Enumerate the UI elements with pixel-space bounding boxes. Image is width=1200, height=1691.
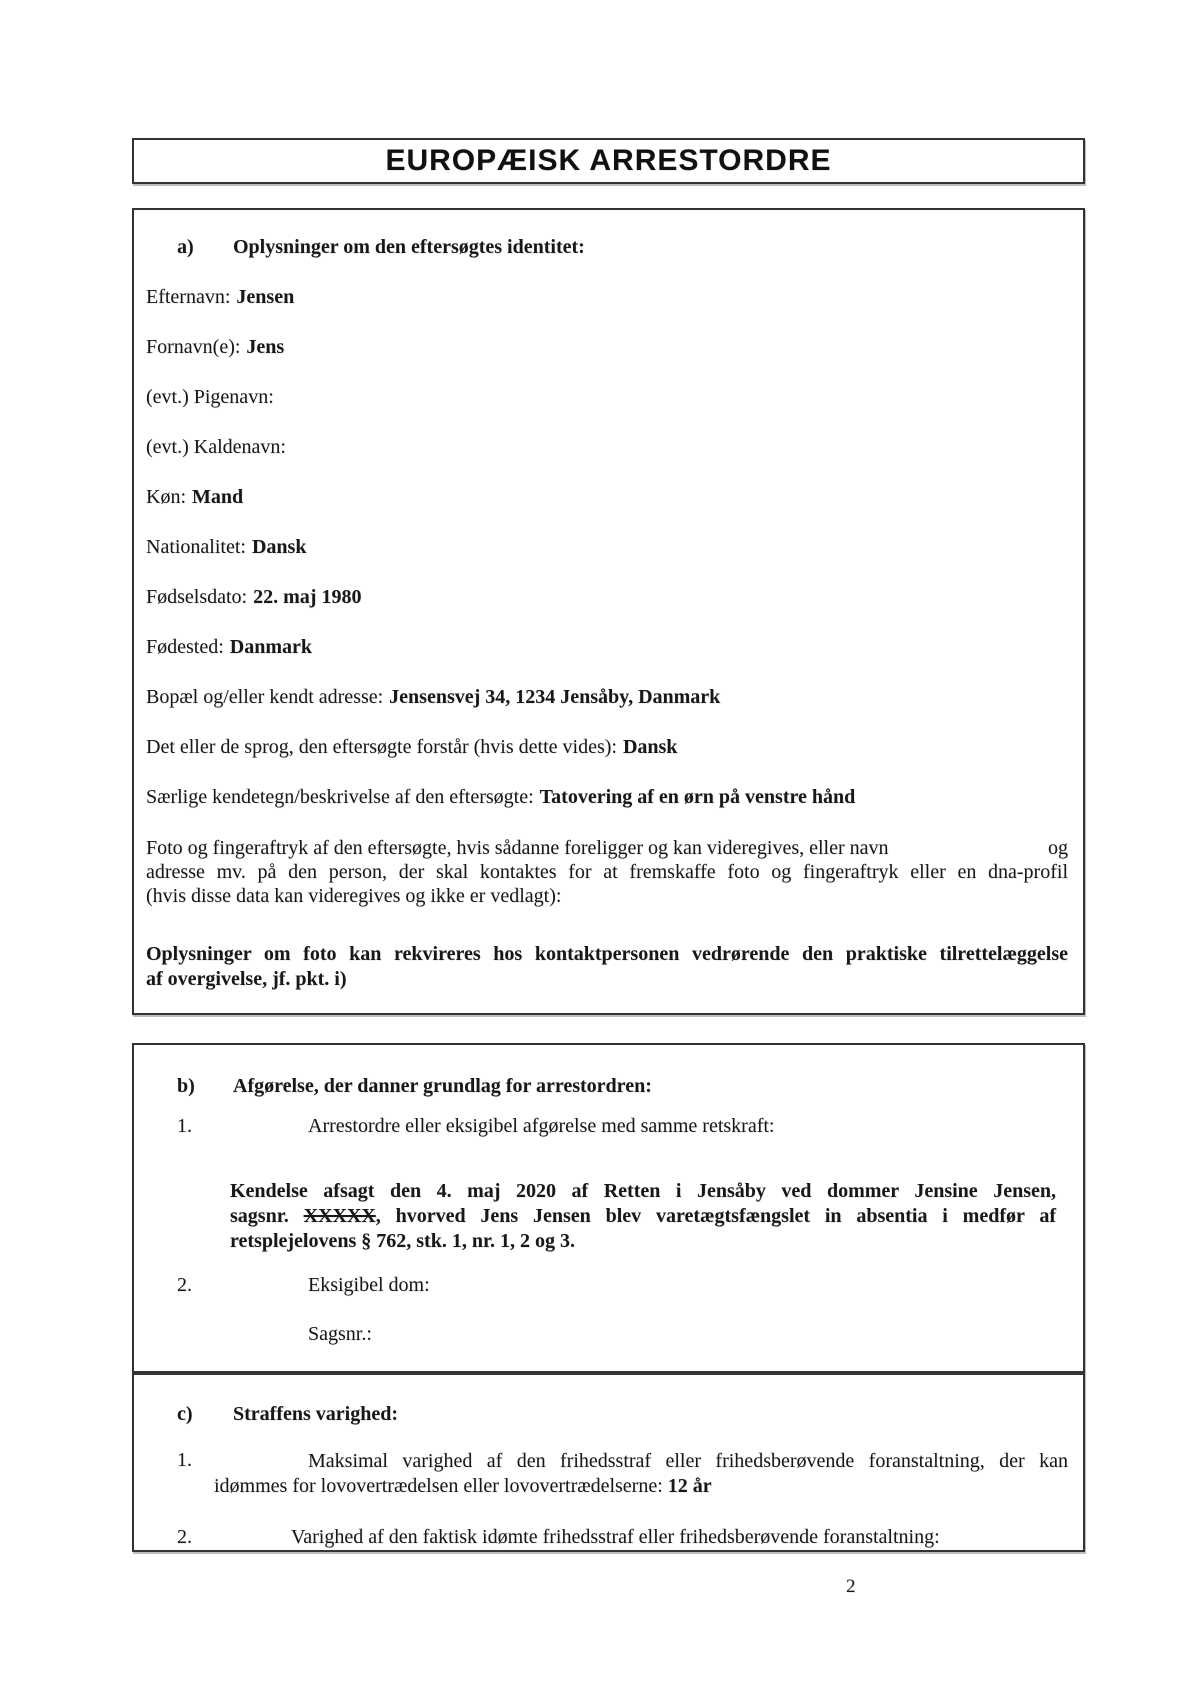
- field-label: (evt.) Kaldenavn:: [146, 436, 286, 458]
- item-c1: [146, 1449, 1068, 1499]
- item-number: 2.: [177, 1274, 192, 1296]
- field-pigenavn: [146, 386, 1068, 408]
- field-efternavn: [146, 286, 1068, 308]
- paragraph-line: (hvis disse data kan videregives og ikke er vedlagt):: [146, 885, 562, 907]
- paragraph-line: [230, 1204, 1056, 1229]
- item-number: 1.: [177, 1115, 192, 1137]
- section-b-letter: b): [177, 1075, 195, 1097]
- field-value: Tatovering af en ørn på venstre hånd: [539, 786, 856, 808]
- section-b-box: [132, 1043, 1085, 1373]
- field-nationalitet: [146, 536, 1068, 558]
- section-a-heading-text: Oplysninger om den eftersøgtes identitet:: [233, 236, 585, 258]
- section-a-letter: a): [177, 236, 194, 258]
- paragraph-line: Oplysninger om foto kan rekvireres hos kontaktpersonen vedrørende den praktiske tilrettelæggelse: [146, 943, 1068, 965]
- field-label: Nationalitet:: [146, 536, 246, 558]
- item-number: 2.: [177, 1526, 192, 1548]
- decision-paragraph: [230, 1179, 1056, 1254]
- field-value: Dansk: [251, 536, 307, 558]
- photo-fingerprint-paragraph: [146, 836, 1068, 908]
- field-label: (evt.) Pigenavn:: [146, 386, 274, 408]
- item-text-line: [214, 1474, 1068, 1499]
- field-fornavn: [146, 336, 1068, 358]
- item-text: Arrestordre eller eksigibel afgørelse med samme retskraft:: [308, 1115, 775, 1137]
- paragraph-text: og: [1048, 837, 1068, 859]
- item-number: 1.: [177, 1449, 192, 1471]
- section-c-letter: c): [177, 1403, 193, 1425]
- page-number: 2: [846, 1576, 856, 1597]
- paragraph-text: , hvorved Jens Jensen blev varetægtsfængslet in absentia i medfør af: [375, 1205, 1056, 1227]
- document-title: EUROPÆISK ARRESTORDRE: [385, 144, 832, 177]
- field-value: Jens: [246, 336, 285, 358]
- item-b1: [146, 1115, 1068, 1137]
- title-box: [132, 138, 1085, 184]
- section-b-heading: [177, 1075, 1068, 1097]
- field-label: Det eller de sprog, den eftersøgte forstår (hvis dette vides):: [146, 736, 617, 758]
- field-label: Bopæl og/eller kendt adresse:: [146, 686, 384, 708]
- item-text: Eksigibel dom:: [308, 1274, 430, 1296]
- paragraph-line: af overgivelse, jf. pkt. i): [146, 968, 347, 990]
- field-kaldenavn: [146, 436, 1068, 458]
- item-text-line: Maksimal varighed af den frihedsstraf eller frihedsberøvende foranstaltning, der kan: [308, 1450, 1068, 1472]
- paragraph-text: Foto og fingeraftryk af den eftersøgte, hvis sådanne foreligger og kan videregives, eller navn: [146, 837, 889, 859]
- paragraph-line: adresse mv. på den person, der skal kontaktes for at fremskaffe foto og fingeraftryk eller en dna-profil: [146, 861, 1068, 883]
- case-number-label: Sagsnr.:: [308, 1323, 372, 1345]
- paragraph-line: [146, 836, 1068, 860]
- field-value: Jensensvej 34, 1234 Jensåby, Danmark: [389, 686, 721, 708]
- field-value: Danmark: [229, 636, 313, 658]
- section-a-heading: [177, 236, 1068, 258]
- section-c-box: [132, 1373, 1085, 1552]
- field-value: Mand: [192, 486, 244, 508]
- field-value: Dansk: [622, 736, 678, 758]
- paragraph-line: retsplejelovens § 762, stk. 1, nr. 1, 2 og 3.: [230, 1230, 575, 1252]
- field-foedested: [146, 636, 1068, 658]
- field-kendetegn: [146, 786, 1068, 808]
- item-text: Varighed af den faktisk idømte frihedsstraf eller frihedsberøvende foranstaltning:: [291, 1526, 940, 1548]
- field-bopael: [146, 686, 1068, 708]
- field-value: Jensen: [236, 286, 295, 308]
- item-c2: [146, 1525, 1068, 1550]
- paragraph-line: Kendelse afsagt den 4. maj 2020 af Retten i Jensåby ved dommer Jensine Jensen,: [230, 1180, 1056, 1202]
- field-sprog: [146, 736, 1068, 758]
- field-value: 22. maj 1980: [253, 586, 362, 608]
- field-foedselsdato: [146, 586, 1068, 608]
- item-text: idømmes for lovovertrædelsen eller lovovertrædelserne:: [214, 1475, 663, 1497]
- section-c-heading-text: Straffens varighed:: [233, 1403, 398, 1425]
- field-label: Særlige kendetegn/beskrivelse af den eftersøgte:: [146, 786, 534, 808]
- field-label: Fornavn(e):: [146, 336, 241, 358]
- section-c-heading: [177, 1403, 1068, 1425]
- item-b2: [146, 1274, 1068, 1296]
- paragraph-text: sagsnr.: [230, 1205, 304, 1227]
- field-label: Fødselsdato:: [146, 586, 248, 608]
- redacted-case-number: XXXXX: [303, 1205, 376, 1227]
- photo-note: [146, 942, 1068, 992]
- field-label: Efternavn:: [146, 286, 231, 308]
- field-label: Fødested:: [146, 636, 224, 658]
- section-a-box: [132, 208, 1085, 1015]
- field-label: Køn:: [146, 486, 186, 508]
- field-koen: [146, 486, 1068, 508]
- item-value: 12 år: [667, 1475, 712, 1497]
- section-b-heading-text: Afgørelse, der danner grundlag for arrestordren:: [233, 1075, 652, 1097]
